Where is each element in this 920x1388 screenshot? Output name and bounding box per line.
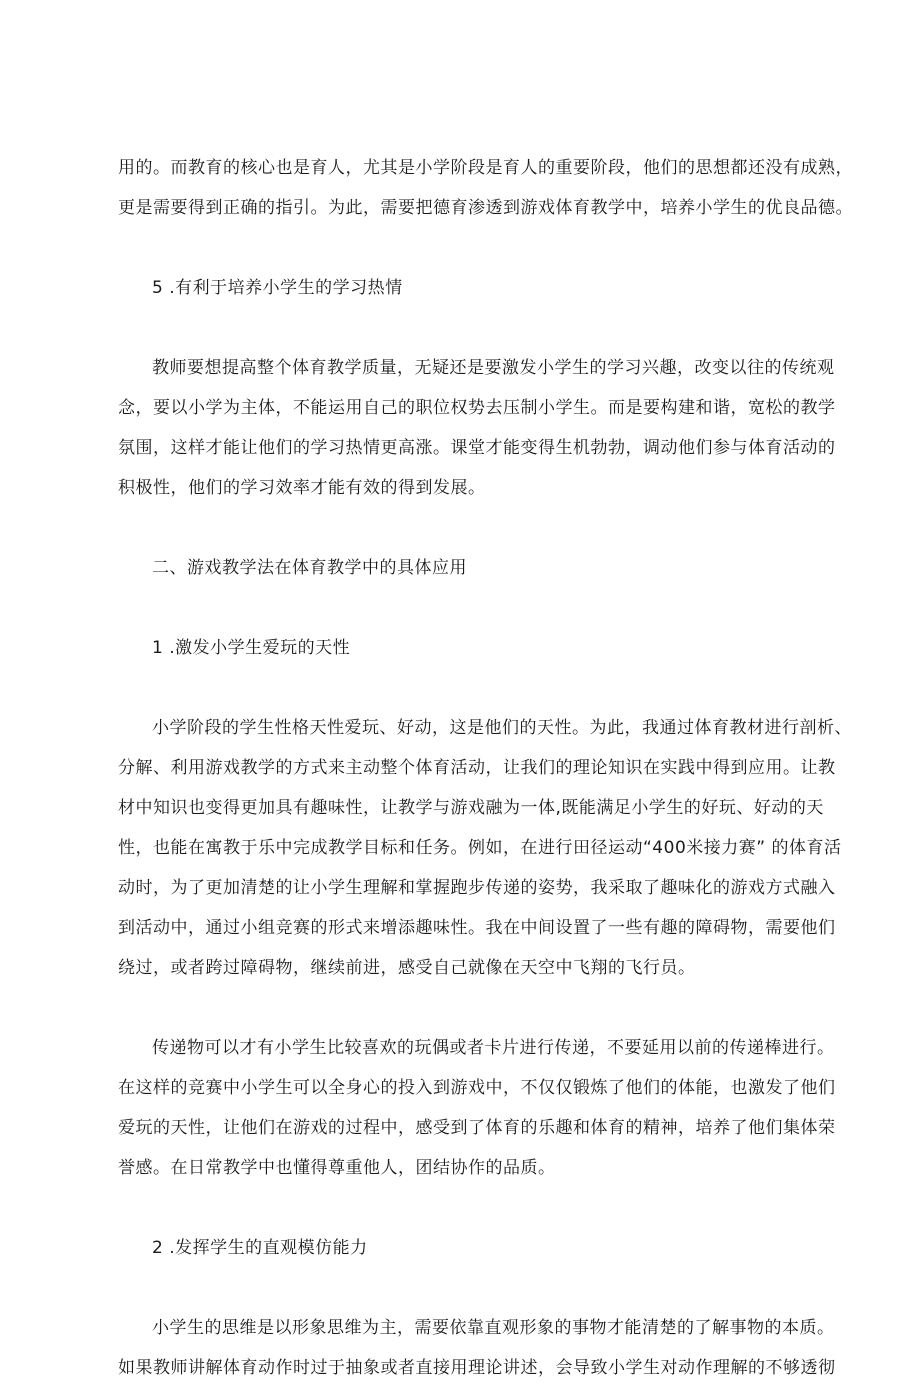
paragraph-line: 绕过，或者跨过障碍物，继续前进，感受自己就像在天空中飞翔的飞行员。 — [118, 958, 696, 978]
paragraph-line: 教师要想提高整个体育教学质量，无疑还是要激发小学生的学习兴趣，改变以往的传统观 — [152, 358, 835, 378]
paragraph-line: 材中知识也变得更加具有趣味性，让教学与游戏融为一体,既能满足小学生的好玩、好动的天 — [118, 798, 824, 818]
subheading-2: 2 .发挥学生的直观模仿能力 — [152, 1238, 368, 1258]
document-page — [118, 148, 853, 1388]
paragraph-line: 念，要以小学为主体，不能运用自己的职位权势去压制小学生。而是要构建和谐，宽松的教学 — [118, 398, 836, 418]
section-heading-2: 二、游戏教学法在体育教学中的具体应用 — [152, 558, 467, 578]
paragraph-line: 分解、利用游戏教学的方式来主动整个体育活动，让我们的理论知识在实践中得到应用。让教 — [118, 758, 836, 778]
subheading-5: 5 .有利于培养小学生的学习热情 — [152, 278, 403, 298]
paragraph-line: 用的。而教育的核心也是育人，尤其是小学阶段是育人的重要阶段，他们的思想都还没有成熟， — [118, 158, 853, 178]
paragraph-line: 性，也能在寓教于乐中完成教学目标和任务。例如，在进行田径运动“400米接力赛” 的体育活 — [118, 838, 842, 858]
paragraph-line: 积极性，他们的学习效率才能有效的得到发展。 — [118, 478, 486, 498]
paragraph-line: 氛围，这样才能让他们的学习热情更高涨。课堂才能变得生机勃勃，调动他们参与体育活动的 — [118, 438, 836, 458]
subheading-1: 1 .激发小学生爱玩的天性 — [152, 638, 351, 658]
paragraph-line: 到活动中，通过小组竞赛的形式来增添趣味性。我在中间设置了一些有趣的障碍物，需要他们 — [118, 918, 836, 938]
paragraph-line: 爱玩的天性，让他们在游戏的过程中，感受到了体育的乐趣和体育的精神，培养了他们集体荣 — [118, 1118, 836, 1138]
paragraph-line: 誉感。在日常教学中也懂得尊重他人，团结协作的品质。 — [118, 1158, 556, 1178]
paragraph-line: 如果教师讲解体育动作时过于抽象或者直接用理论讲述，会导致小学生对动作理解的不够透彻 — [118, 1358, 836, 1378]
paragraph-line: 小学阶段的学生性格天性爱玩、好动，这是他们的天性。为此，我通过体育教材进行剖析、 — [152, 718, 852, 738]
paragraph-line: 更是需要得到正确的指引。为此，需要把德育渗透到游戏体育教学中，培养小学生的优良品德。 — [118, 198, 853, 218]
paragraph-line: 在这样的竞赛中小学生可以全身心的投入到游戏中，不仅仅锻炼了他们的体能，也激发了他们 — [118, 1078, 836, 1098]
paragraph-line: 动时，为了更加清楚的让小学生理解和掌握跑步传递的姿势，我采取了趣味化的游戏方式融入 — [118, 878, 836, 898]
paragraph-line: 小学生的思维是以形象思维为主，需要依靠直观形象的事物才能清楚的了解事物的本质。 — [152, 1318, 835, 1338]
paragraph-line: 传递物可以才有小学生比较喜欢的玩偶或者卡片进行传递，不要延用以前的传递棒进行。 — [152, 1038, 835, 1058]
